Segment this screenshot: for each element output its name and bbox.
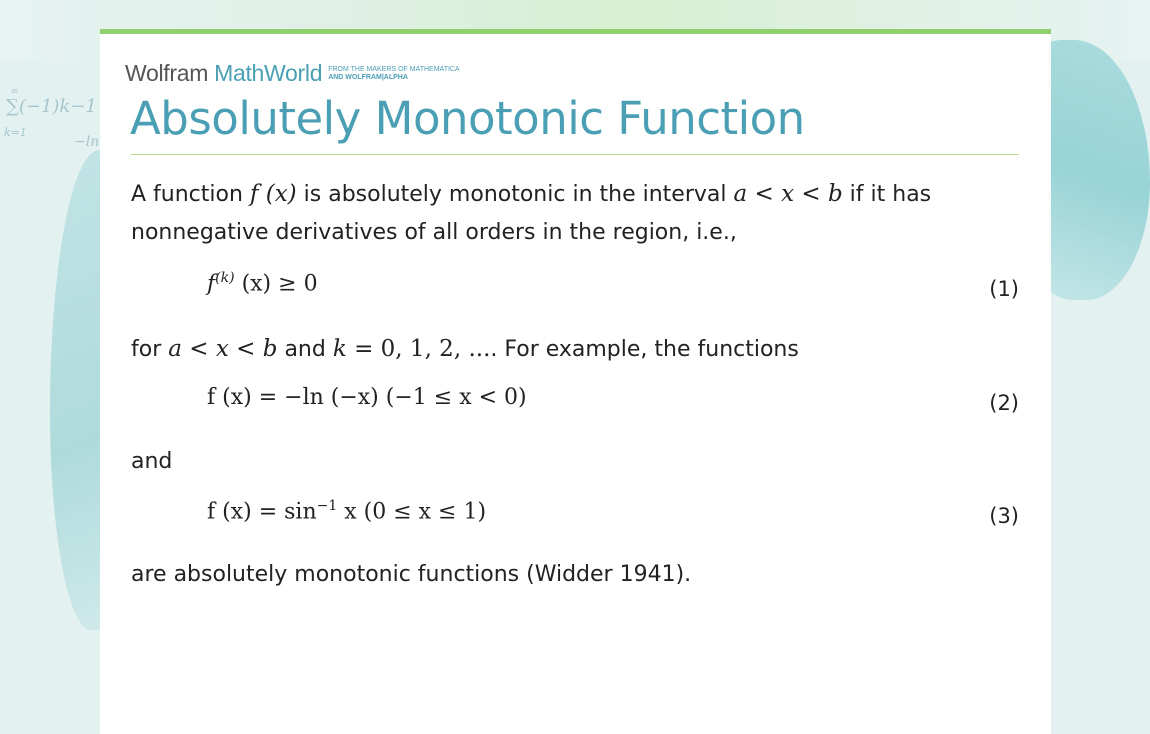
tagline-line1: FROM THE MAKERS OF MATHEMATICA [328, 65, 460, 73]
logo-mathworld: MathWorld [214, 60, 323, 86]
eq1-lhs: f [207, 271, 216, 297]
article-card [100, 29, 1051, 734]
equation-1 [207, 270, 318, 296]
equation-3-number: (3) [989, 504, 1019, 528]
eq2-text: f (x) = −ln (−x) (−1 ≤ x < 0) [207, 385, 527, 410]
equation-1-number: (1) [989, 277, 1019, 301]
paragraph-2 [131, 330, 1011, 369]
paragraph-4: are absolutely monotonic functions (Widder 1941). [131, 562, 692, 587]
p2-text-b: and [277, 337, 333, 362]
equation-2-number: (2) [989, 391, 1019, 415]
paragraph-3: and [131, 449, 173, 474]
p2-math-k: k [332, 336, 347, 362]
p2-text-a: for [131, 337, 169, 362]
paragraph-1 [131, 175, 1011, 252]
p1-text-c: if it has nonnegative derivatives of all orders in the region, i.e., [131, 182, 932, 245]
site-logo[interactable] [125, 60, 460, 87]
equation-2 [207, 385, 527, 410]
eq1-rhs: (x) ≥ 0 [234, 271, 318, 297]
p1-text-a: A function [131, 182, 250, 207]
p1-math-inequality: a < x < b [733, 181, 843, 207]
background-math-inf: ∞ [10, 86, 19, 97]
p2-math-values: = 0, 1, 2, ... [346, 336, 491, 362]
title-divider [131, 154, 1019, 155]
background-math-sub: k=1 [4, 126, 27, 139]
p1-math-fx: f (x) [249, 181, 297, 207]
eq1-sup: (k) [215, 270, 235, 286]
eq3-sup: −1 [316, 498, 338, 514]
background-math-ln: −ln [74, 134, 100, 150]
eq3-lhs: f (x) = sin [207, 499, 317, 525]
p1-text-b: is absolutely monotonic in the interval [296, 182, 734, 207]
p2-math-inequality: a < x < b [168, 336, 278, 362]
p2-text-c: . For example, the functions [490, 337, 799, 362]
logo-tagline [328, 66, 459, 82]
logo-wolfram: Wolfram [125, 60, 209, 86]
background-math-sum: ∑(−1)k−1 [6, 96, 97, 117]
equation-3 [207, 498, 486, 524]
page-title: Absolutely Monotonic Function [130, 92, 805, 145]
eq3-rhs: x (0 ≤ x ≤ 1) [337, 499, 487, 525]
tagline-line2: AND WOLFRAM|ALPHA [328, 73, 408, 81]
